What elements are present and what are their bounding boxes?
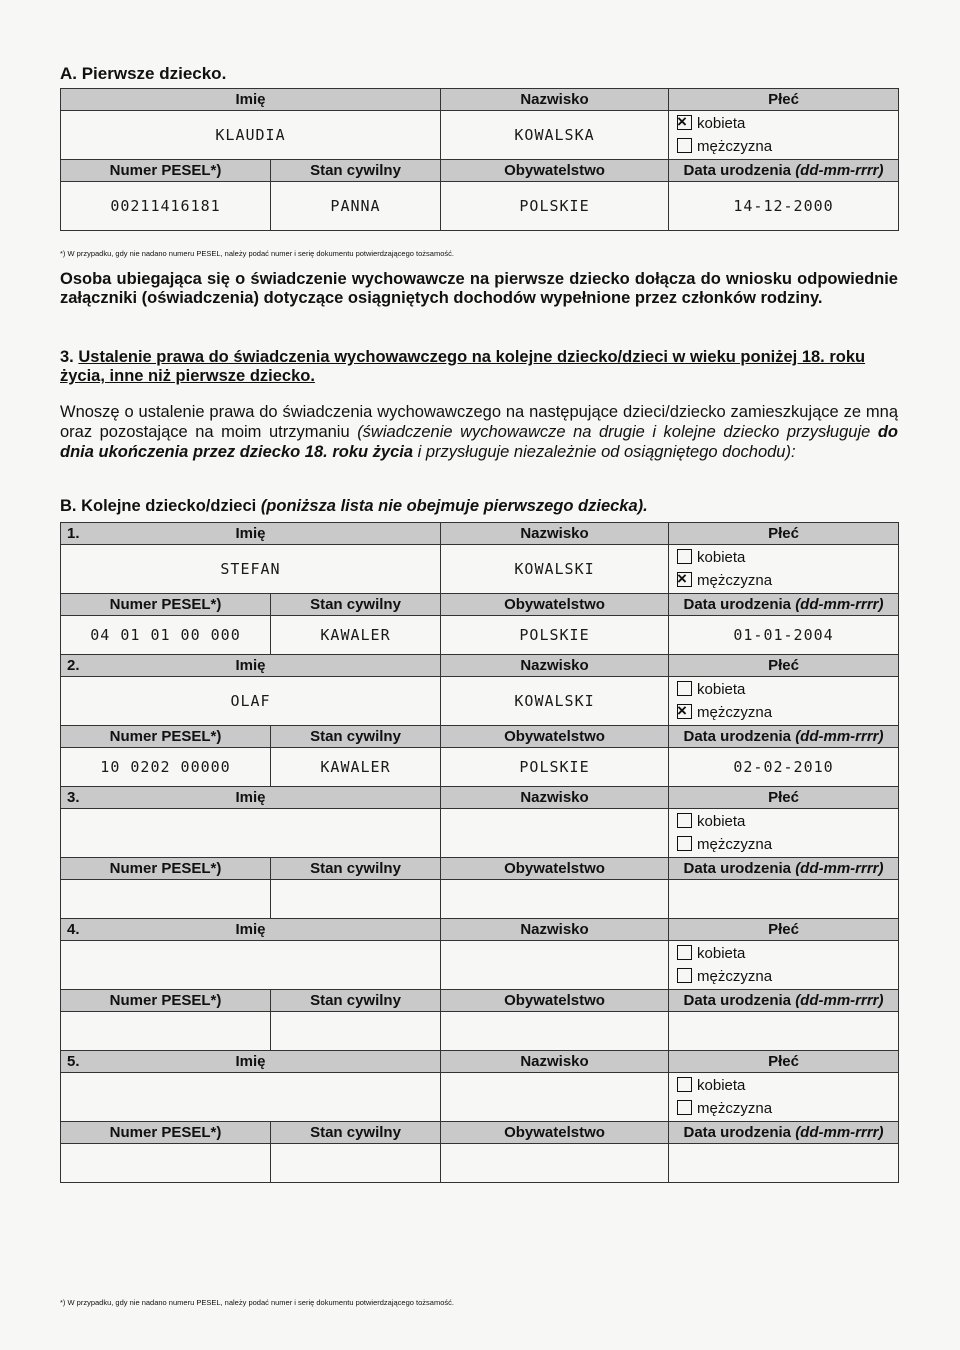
child-number: 1. — [67, 525, 80, 542]
child-4-plec — [669, 941, 899, 990]
first-child-nazwisko[interactable]: KOWALSKA — [441, 111, 669, 160]
child-3-obyw[interactable] — [441, 880, 669, 919]
header-stan: Stan cywilny — [271, 160, 441, 182]
child-2-obyw[interactable]: POLSKIE — [441, 748, 669, 787]
header-imie: Imię — [235, 525, 266, 542]
child-2-pesel[interactable]: 10 0202 00000 — [61, 748, 271, 787]
footnote-b: *) W przypadku, gdy nie nadano numeru PESEL, należy podać numer i serię dokumentu potwierdzającego tożsamość. — [60, 1298, 454, 1307]
child-number: 4. — [67, 921, 80, 938]
first-child-table — [60, 88, 899, 231]
header-data — [669, 1122, 899, 1144]
mezczyzna-checkbox[interactable] — [677, 704, 692, 719]
mezczyzna-label: mężczyzna — [697, 572, 773, 589]
child-2-nazwisko[interactable]: KOWALSKI — [441, 677, 669, 726]
child-4-stan[interactable] — [271, 1012, 441, 1051]
kobieta-checkbox[interactable] — [677, 945, 692, 960]
header-data-format: (dd-mm-rrrr) — [795, 596, 884, 613]
section3-p3: do dnia ukończenia przez dziecko 18. roku życia — [60, 423, 898, 461]
header-data — [669, 160, 899, 182]
child-3-imie[interactable] — [61, 809, 441, 858]
first-child-stan[interactable]: PANNA — [271, 182, 441, 231]
header-plec: Płeć — [669, 787, 899, 809]
child-1-obyw[interactable]: POLSKIE — [441, 616, 669, 655]
section3-title: Ustalenie prawa do świadczenia wychowawczego na kolejne dziecko/dzieci w wieku poniżej 18. roku życia, inne niż pierwsze dziecko. — [60, 348, 866, 385]
child-2-stan[interactable]: KAWALER — [271, 748, 441, 787]
header-pesel: Numer PESEL*) — [61, 858, 271, 880]
header-data — [669, 594, 899, 616]
child-4-header-imie — [61, 919, 441, 941]
child-4-imie[interactable] — [61, 941, 441, 990]
kobieta-checkbox[interactable] — [677, 681, 692, 696]
header-stan: Stan cywilny — [271, 726, 441, 748]
child-1-header-imie — [61, 523, 441, 545]
kobieta-checkbox[interactable] — [677, 1077, 692, 1092]
mezczyzna-checkbox[interactable] — [677, 968, 692, 983]
header-data-label: Data urodzenia — [683, 860, 792, 877]
header-nazwisko: Nazwisko — [441, 1051, 669, 1073]
header-pesel: Numer PESEL*) — [61, 160, 271, 182]
child-1-stan[interactable]: KAWALER — [271, 616, 441, 655]
header-stan: Stan cywilny — [271, 1122, 441, 1144]
child-5-stan[interactable] — [271, 1144, 441, 1183]
header-plec: Płeć — [669, 523, 899, 545]
child-2-plec — [669, 677, 899, 726]
header-plec: Płeć — [669, 1051, 899, 1073]
header-data — [669, 990, 899, 1012]
header-pesel: Numer PESEL*) — [61, 990, 271, 1012]
header-imie: Imię — [61, 89, 441, 111]
kobieta-label: kobieta — [697, 115, 746, 132]
child-4-obyw[interactable] — [441, 1012, 669, 1051]
child-5-header-imie — [61, 1051, 441, 1073]
section-a-title: A. Pierwsze dziecko. — [60, 64, 227, 83]
section3-p4: i przysługuje niezależnie od osiągniętego dochodu): — [413, 443, 796, 461]
header-obyw: Obywatelstwo — [441, 990, 669, 1012]
header-data-format: (dd-mm-rrrr) — [795, 162, 884, 179]
child-3-data[interactable] — [669, 880, 899, 919]
section-b-title-prefix: B. Kolejne dziecko/dzieci — [60, 497, 261, 515]
child-4-data[interactable] — [669, 1012, 899, 1051]
child-number: 5. — [67, 1053, 80, 1070]
first-child-data[interactable]: 14-12-2000 — [669, 182, 899, 231]
header-stan: Stan cywilny — [271, 594, 441, 616]
header-nazwisko: Nazwisko — [441, 523, 669, 545]
child-5-pesel[interactable] — [61, 1144, 271, 1183]
child-3-header-imie — [61, 787, 441, 809]
child-1-nazwisko[interactable]: KOWALSKI — [441, 545, 669, 594]
header-pesel: Numer PESEL*) — [61, 594, 271, 616]
footnote-a: *) W przypadku, gdy nie nadano numeru PESEL, należy podać numer i serię dokumentu potwierdzającego tożsamość. — [60, 249, 454, 258]
section-b-title — [60, 497, 898, 516]
mezczyzna-label: mężczyzna — [697, 968, 773, 985]
header-data-label: Data urodzenia — [683, 728, 792, 745]
kobieta-checkbox[interactable] — [677, 115, 692, 130]
child-3-pesel[interactable] — [61, 880, 271, 919]
mezczyzna-label: mężczyzna — [697, 1100, 773, 1117]
child-1-plec — [669, 545, 899, 594]
header-pesel: Numer PESEL*) — [61, 1122, 271, 1144]
section3-p1: Wnoszę o ustalenie prawa do świadczenia wychowawczego na następujące dzieci/dziecko zamieszkujące ze mną oraz pozostające na moim utrzymaniu — [60, 403, 898, 441]
header-data-format: (dd-mm-rrrr) — [795, 860, 884, 877]
header-imie: Imię — [235, 657, 266, 674]
mezczyzna-label: mężczyzna — [697, 704, 773, 721]
header-data — [669, 858, 899, 880]
header-nazwisko: Nazwisko — [441, 787, 669, 809]
mezczyzna-label: mężczyzna — [697, 138, 773, 155]
kobieta-label: kobieta — [697, 1077, 746, 1094]
first-child-obyw[interactable]: POLSKIE — [441, 182, 669, 231]
first-child-plec — [669, 111, 899, 160]
section-b-title-suffix: (poniższa lista nie obejmuje pierwszego dziecka). — [260, 497, 648, 515]
header-imie: Imię — [235, 789, 266, 806]
section3-p2: (świadczenie wychowawcze na drugie i kolejne dziecko przysługuje — [357, 423, 878, 441]
child-3-stan[interactable] — [271, 880, 441, 919]
mezczyzna-checkbox[interactable] — [677, 138, 692, 153]
child-number: 2. — [67, 657, 80, 674]
header-data-format: (dd-mm-rrrr) — [795, 728, 884, 745]
child-5-plec — [669, 1073, 899, 1122]
child-3-plec — [669, 809, 899, 858]
header-data-label: Data urodzenia — [683, 596, 792, 613]
header-obyw: Obywatelstwo — [441, 1122, 669, 1144]
header-data-format: (dd-mm-rrrr) — [795, 1124, 884, 1141]
header-data-label: Data urodzenia — [683, 992, 792, 1009]
kobieta-checkbox[interactable] — [677, 813, 692, 828]
child-3-nazwisko[interactable] — [441, 809, 669, 858]
header-obyw: Obywatelstwo — [441, 160, 669, 182]
header-plec: Płeć — [669, 89, 899, 111]
next-children-table — [60, 522, 899, 1183]
header-imie: Imię — [235, 1053, 266, 1070]
child-5-obyw[interactable] — [441, 1144, 669, 1183]
header-obyw: Obywatelstwo — [441, 726, 669, 748]
header-pesel: Numer PESEL*) — [61, 726, 271, 748]
child-5-nazwisko[interactable] — [441, 1073, 669, 1122]
header-stan: Stan cywilny — [271, 858, 441, 880]
section3-num: 3. — [60, 348, 74, 366]
child-2-data[interactable]: 02-02-2010 — [669, 748, 899, 787]
child-1-data[interactable]: 01-01-2004 — [669, 616, 899, 655]
child-number: 3. — [67, 789, 80, 806]
mezczyzna-checkbox[interactable] — [677, 572, 692, 587]
first-child-imie[interactable]: KLAUDIA — [61, 111, 441, 160]
child-2-imie[interactable]: OLAF — [61, 677, 441, 726]
section3-heading — [60, 348, 898, 386]
child-2-header-imie — [61, 655, 441, 677]
header-imie: Imię — [235, 921, 266, 938]
section3-paragraph — [60, 402, 898, 462]
header-data — [669, 726, 899, 748]
kobieta-label: kobieta — [697, 549, 746, 566]
child-5-data[interactable] — [669, 1144, 899, 1183]
header-data-label: Data urodzenia — [683, 162, 792, 179]
kobieta-label: kobieta — [697, 945, 746, 962]
first-child-pesel[interactable]: 00211416181 — [61, 182, 271, 231]
statement: Osoba ubiegająca się o świadczenie wychowawcze na pierwsze dziecko dołącza do wniosku odpowiednie załączniki (oświadczenia) dotyczące osiągniętych dochodów wypełnione przez członków rodziny. — [60, 270, 898, 307]
child-1-imie[interactable]: STEFAN — [61, 545, 441, 594]
child-4-pesel[interactable] — [61, 1012, 271, 1051]
mezczyzna-checkbox[interactable] — [677, 1100, 692, 1115]
kobieta-checkbox[interactable] — [677, 549, 692, 564]
header-plec: Płeć — [669, 655, 899, 677]
child-1-pesel[interactable]: 04 01 01 00 000 — [61, 616, 271, 655]
header-nazwisko: Nazwisko — [441, 655, 669, 677]
header-data-label: Data urodzenia — [683, 1124, 792, 1141]
kobieta-label: kobieta — [697, 681, 746, 698]
kobieta-label: kobieta — [697, 813, 746, 830]
header-stan: Stan cywilny — [271, 990, 441, 1012]
mezczyzna-checkbox[interactable] — [677, 836, 692, 851]
header-nazwisko: Nazwisko — [441, 89, 669, 111]
mezczyzna-label: mężczyzna — [697, 836, 773, 853]
header-obyw: Obywatelstwo — [441, 594, 669, 616]
header-data-format: (dd-mm-rrrr) — [795, 992, 884, 1009]
header-plec: Płeć — [669, 919, 899, 941]
child-4-nazwisko[interactable] — [441, 941, 669, 990]
child-5-imie[interactable] — [61, 1073, 441, 1122]
header-obyw: Obywatelstwo — [441, 858, 669, 880]
header-nazwisko: Nazwisko — [441, 919, 669, 941]
